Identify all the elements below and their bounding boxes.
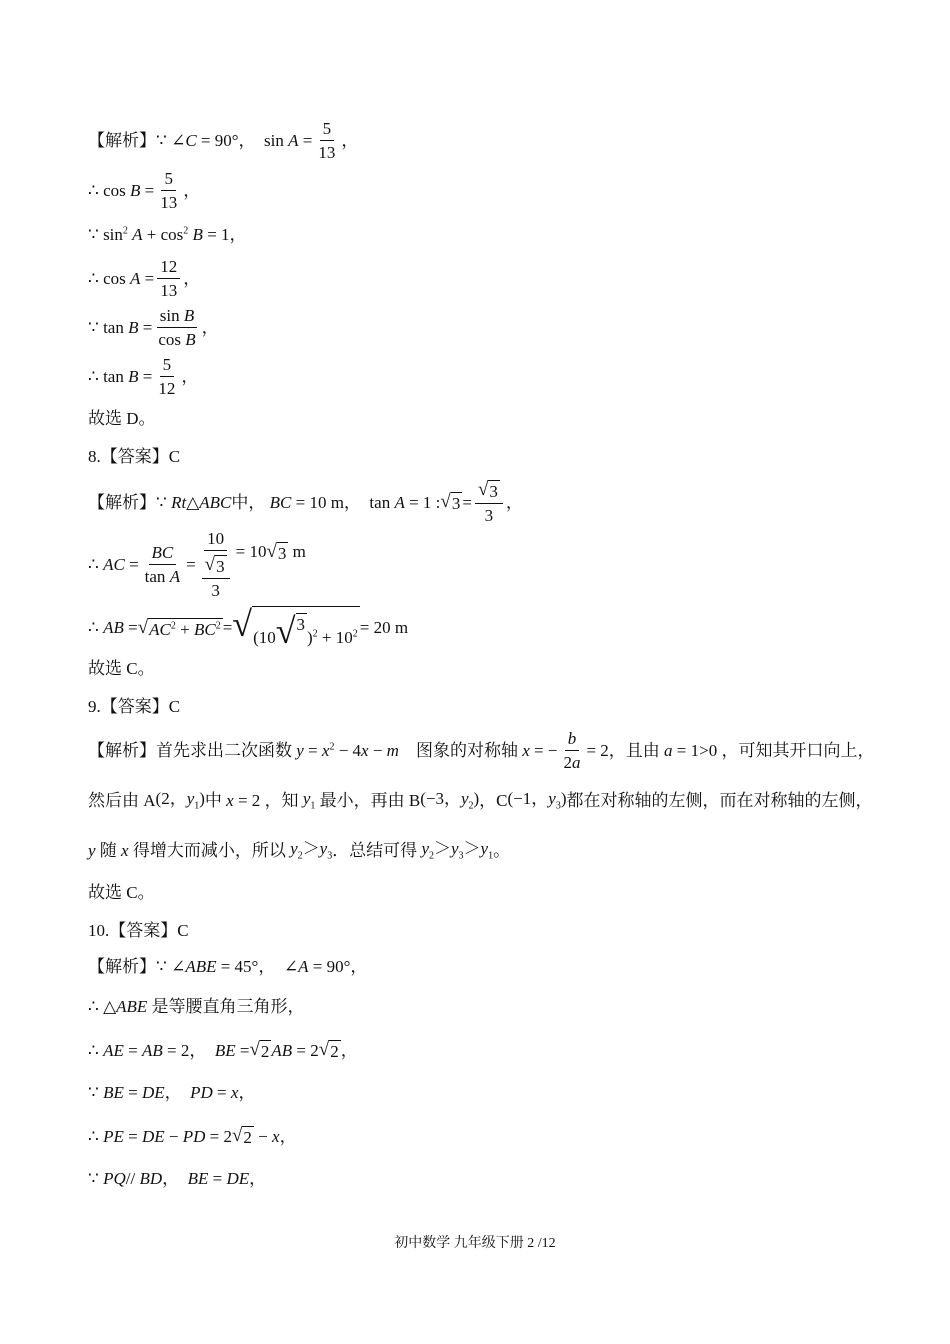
fraction: $\frac{5}{13}$ bbox=[318, 119, 336, 162]
answer-value: C bbox=[168, 447, 181, 466]
analysis-tag: 【解析】 bbox=[88, 492, 156, 512]
q8-line-3: ∴ AB = √ $AC^2 + BC^2$ = √ (10 √ 3 )$^2 + 10^2$ = 20 m bbox=[88, 604, 409, 651]
analysis-tag: 【解析】 bbox=[88, 741, 156, 760]
fraction: $\frac{5}{12}$ bbox=[158, 355, 176, 398]
q10-line-1: 【解析】 ∵ ∠ABE = 45°， ∠A = 90°， bbox=[88, 957, 368, 976]
q7-line-2: ∴ cos B = $\frac{5}{13}$ ， bbox=[88, 169, 201, 212]
fraction: $\frac{5}{13}$ bbox=[160, 169, 178, 212]
page-footer: 初中数学 九年级下册 2 /12 bbox=[394, 1236, 556, 1251]
q7-line-1: 【解析】 ∵ ∠C = 90°， sin A = $\frac{5}{13}$ ， bbox=[88, 119, 359, 162]
question-number: 8. bbox=[88, 447, 101, 466]
question-number: 9. bbox=[88, 697, 101, 716]
q10-answer-line bbox=[88, 922, 189, 939]
q10-line-6: ∵ PQ// BD， BE = DE， bbox=[88, 1169, 267, 1188]
q9-line-3: y 随 x 得增大而减小，所以 $y_2>y_3$ ．总结可得 $y_2>y_3>y_1$ 。 bbox=[88, 839, 511, 862]
q7-line-6: ∴ tan B = $\frac{5}{12}$ ， bbox=[88, 355, 199, 398]
answer-tag: 【答案】 bbox=[100, 447, 169, 466]
q7-line-3: ∵ $\sin^2 A + \cos^2 B = 1$， bbox=[88, 225, 247, 244]
answer-tag: 【答案】 bbox=[109, 921, 178, 940]
q9-answer-line bbox=[88, 698, 180, 715]
q9-conclusion: 故选 C。 bbox=[88, 883, 155, 902]
fraction: $\frac{b}{2a}$ bbox=[563, 729, 581, 772]
q8-answer-line bbox=[88, 448, 180, 465]
analysis-tag: 【解析】 bbox=[88, 957, 156, 976]
q10-line-5: ∴ PE = DE − PD = 2 √ 2 − x， bbox=[88, 1125, 297, 1147]
q8-conclusion: 故选 C。 bbox=[88, 659, 155, 678]
answer-value: C bbox=[168, 697, 181, 716]
answer-tag: 【答案】 bbox=[100, 697, 169, 716]
question-number: 10. bbox=[88, 921, 110, 940]
q10-line-4: ∵ BE = DE， PD = x， bbox=[88, 1083, 256, 1102]
q8-line-2: ∴ AC = $\frac{BC}{\text{tan A}}$ = 10 √ 3 3 = 10 √ 3 m bbox=[88, 529, 306, 600]
q9-line-1: 【解析】 首先求出二次函数 $y = x^2 - 4x - m$ 图象的对称轴 x = − $\frac{b}{2a}$ = 2 ，且由 a = 1>0 ，可知其开口向上， bbox=[88, 729, 875, 772]
analysis-tag: 【解析】 bbox=[88, 131, 156, 150]
q7-line-5: ∵ tan B = $\frac{\text{sin B}}{\text{cos B}}$ ， bbox=[88, 306, 219, 349]
fraction: 10 √ 3 3 bbox=[199, 530, 233, 599]
q9-line-2: 然后由 A (2，$y_1$) 中 x = 2 ，知 $y_1$ 最小，再由 B (−3，$y_2$) ，C (−1，$y_3$) 都在对称轴的左侧，而在对称轴的左侧， bbox=[88, 789, 873, 812]
q10-line-2: ∴ △ABE 是等腰直角三角形， bbox=[88, 997, 305, 1016]
q10-line-3: ∴ AE = AB = 2， BE = √ 2 AB = 2 √ 2 ， bbox=[88, 1039, 358, 1061]
fraction: √ 3 3 bbox=[475, 480, 503, 524]
answer-value: C bbox=[177, 921, 189, 940]
fraction: $\frac{\text{sin B}}{\text{cos B}}$ bbox=[158, 306, 196, 349]
q7-line-4: ∴ cos A = $\frac{12}{13}$ ， bbox=[88, 257, 201, 300]
q8-line-1: 【解析】 ∵ Rt△ABC 中， BC = 10 m， tan A = 1 : √ 3 = √ 3 3 ， bbox=[88, 479, 523, 525]
fraction: $\frac{12}{13}$ bbox=[157, 258, 180, 299]
q7-conclusion: 故选 D。 bbox=[88, 409, 156, 428]
fraction: $\frac{BC}{\text{tan A}}$ bbox=[144, 543, 181, 586]
